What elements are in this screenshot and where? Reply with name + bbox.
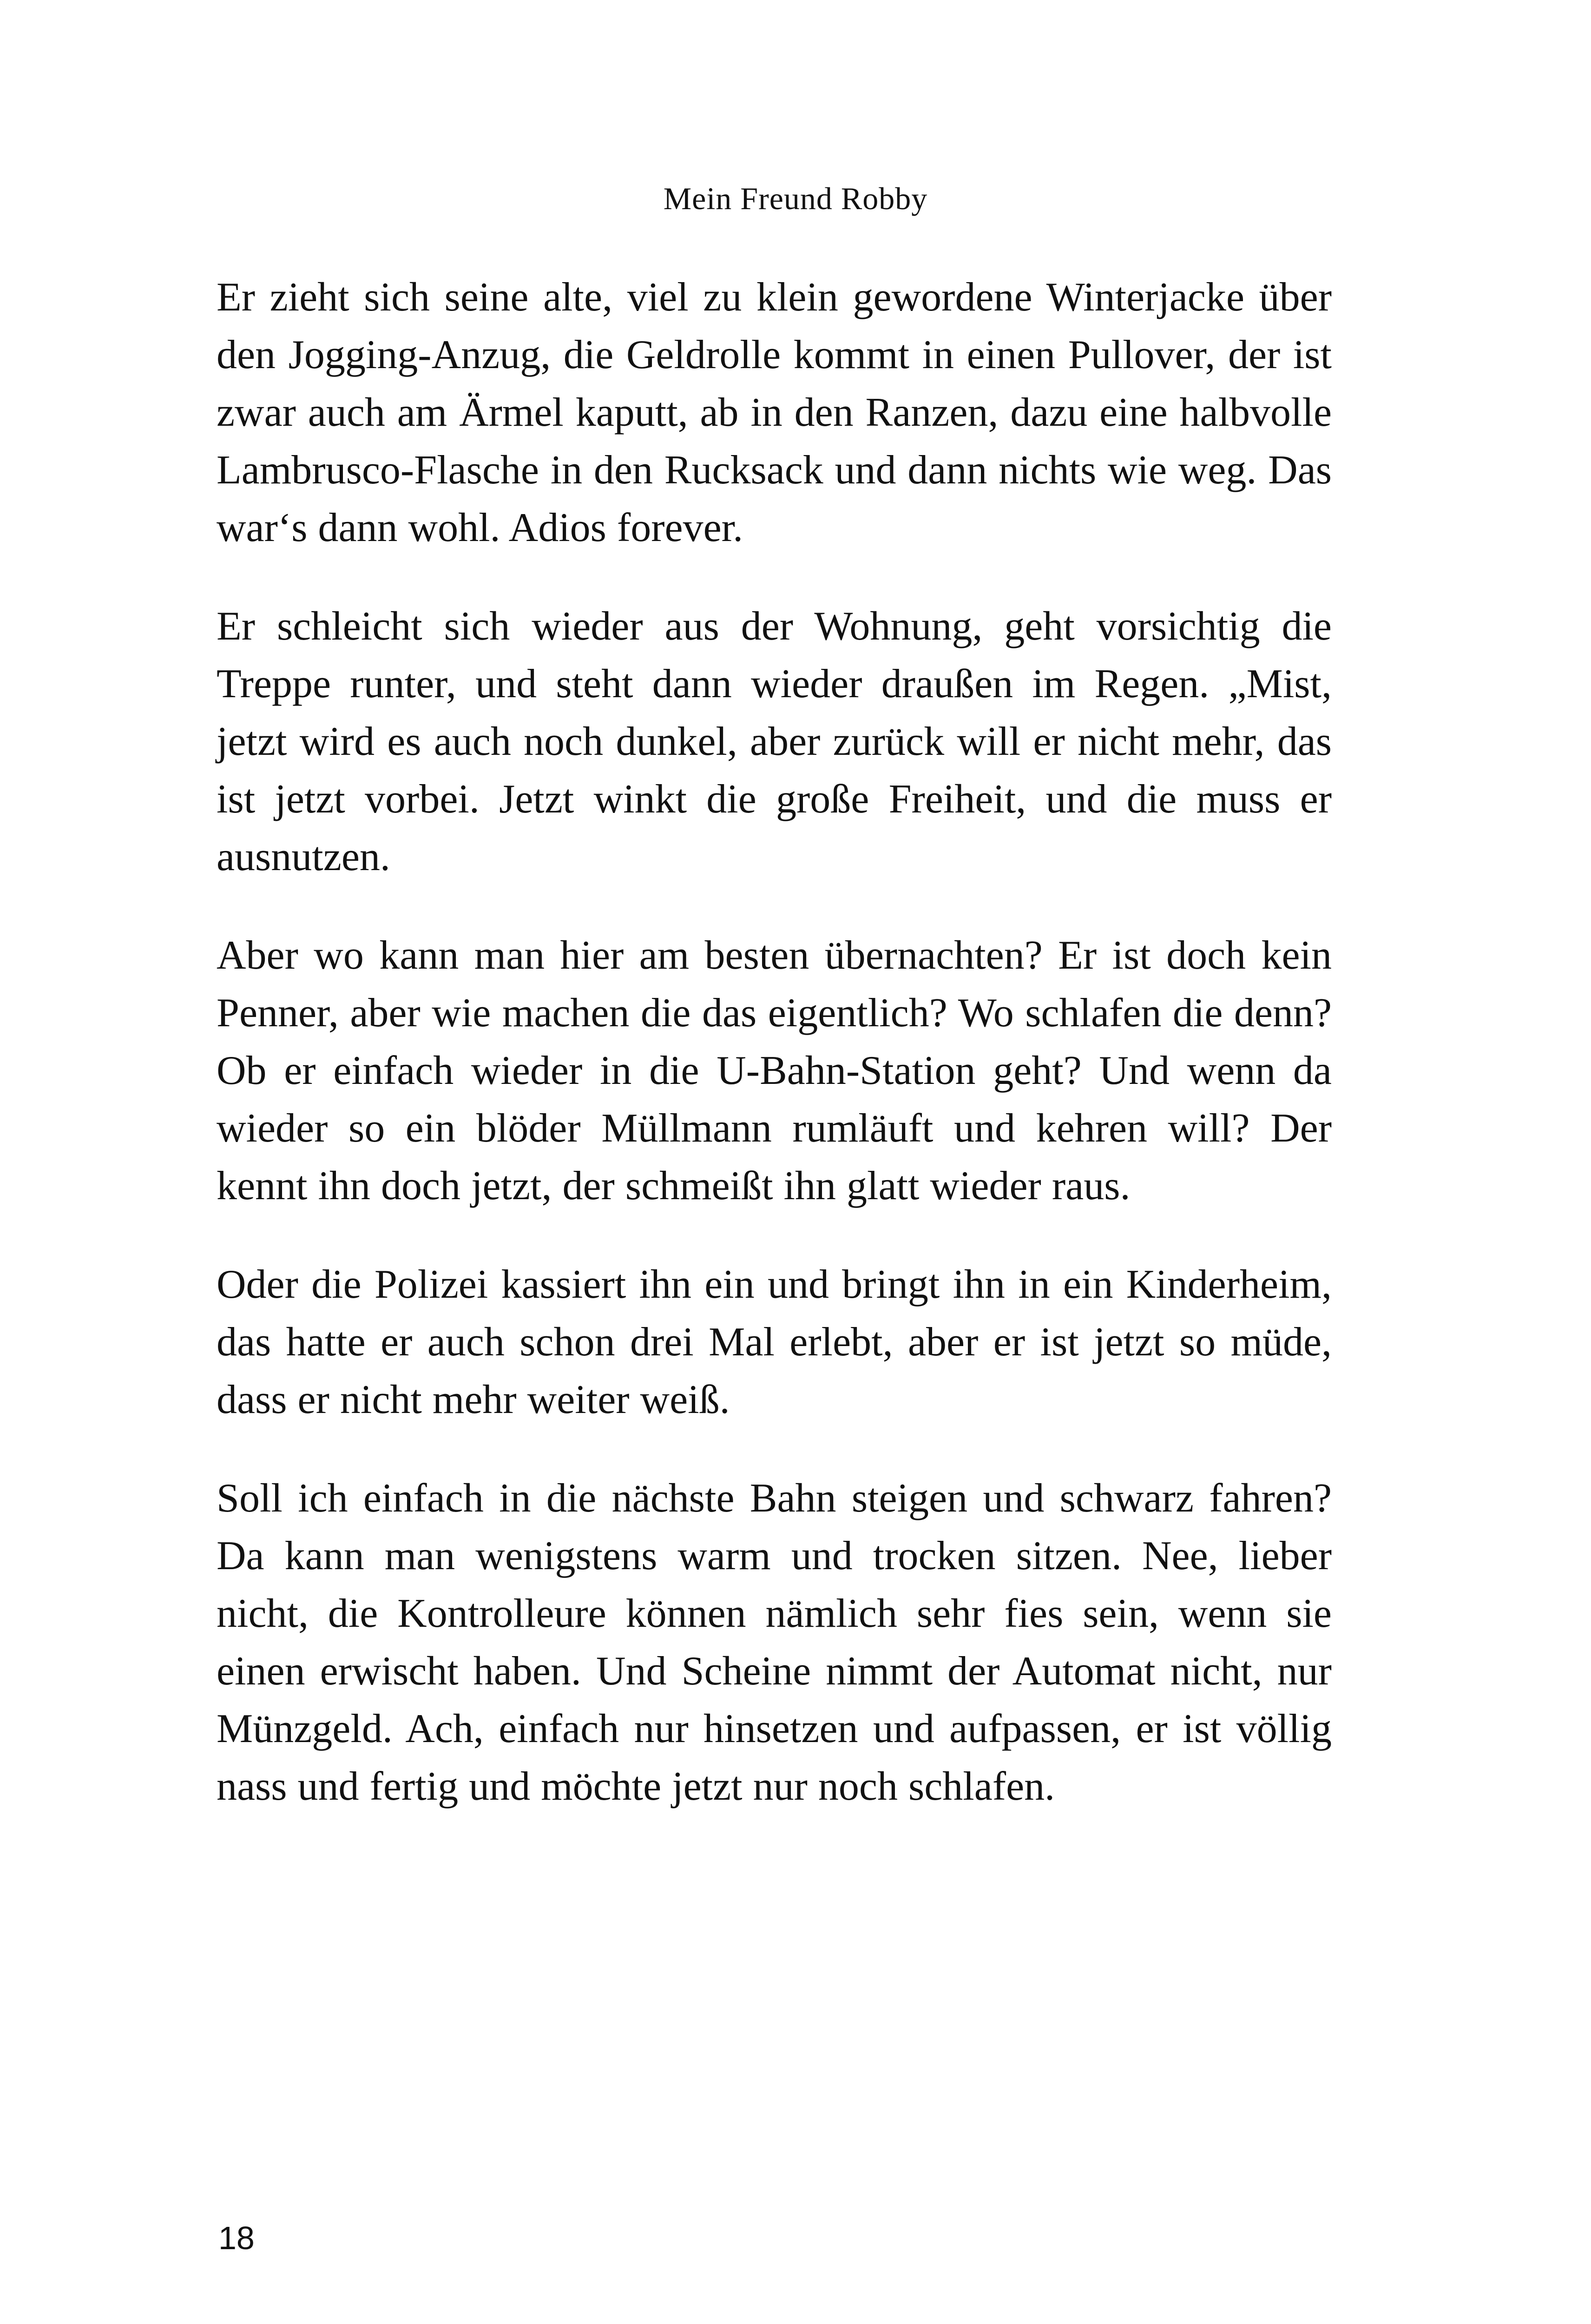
paragraph: Soll ich einfach in die nächste Bahn steigen und schwarz fahren? Da kann man wenigstens warm und trocken sitzen. Nee, lieber nicht, die Kontrolleure können nämlich sehr fies sein, wenn sie einen erwischt haben. Und Scheine nimmt der Automat nicht, nur Münzgeld. Ach, einfach nur hinsetzen und aufpassen, er ist völlig nass und fertig und möchte jetzt nur noch schlafen. (217, 1476, 1332, 1809)
paragraph: Oder die Polizei kassiert ihn ein und bringt ihn in ein Kinderheim, das hatte er auch schon drei Mal erlebt, aber er ist jetzt so müde, dass er nicht mehr weiter weiß. (217, 1262, 1332, 1422)
paragraph: Er zieht sich seine alte, viel zu klein gewordene Winterjacke über den Jogging-Anzug, die Geldrolle kommt in einen Pullover, der ist zwar auch am Ärmel kaputt, ab in den Ranzen, dazu eine halbvolle Lambrusco-Flasche in den Rucksack und dann nichts wie weg. Das war‘s dann wohl. Adios forever. (217, 275, 1332, 550)
page-number: 18 (218, 2220, 255, 2256)
running-header-title: Mein Freund Robby (663, 181, 928, 216)
paragraph: Aber wo kann man hier am besten übernachten? Er ist doch kein Penner, aber wie machen die das eigentlich? Wo schlafen die denn? Ob er einfach wieder in die U-Bahn-Station geht? Und wenn da wieder so ein blöder Müllmann rumläuft und kehren will? Der kennt ihn doch jetzt, der schmeißt ihn glatt wieder raus. (217, 933, 1332, 1208)
paragraph: Er schleicht sich wieder aus der Wohnung, geht vorsichtig die Treppe runter, und steht dann wieder draußen im Regen. „Mist, jetzt wird es auch noch dunkel, aber zurück will er nicht mehr, das ist jetzt vorbei. Jetzt winkt die große Freiheit, und die muss er ausnutzen. (217, 604, 1332, 879)
body-text (217, 269, 1332, 1816)
